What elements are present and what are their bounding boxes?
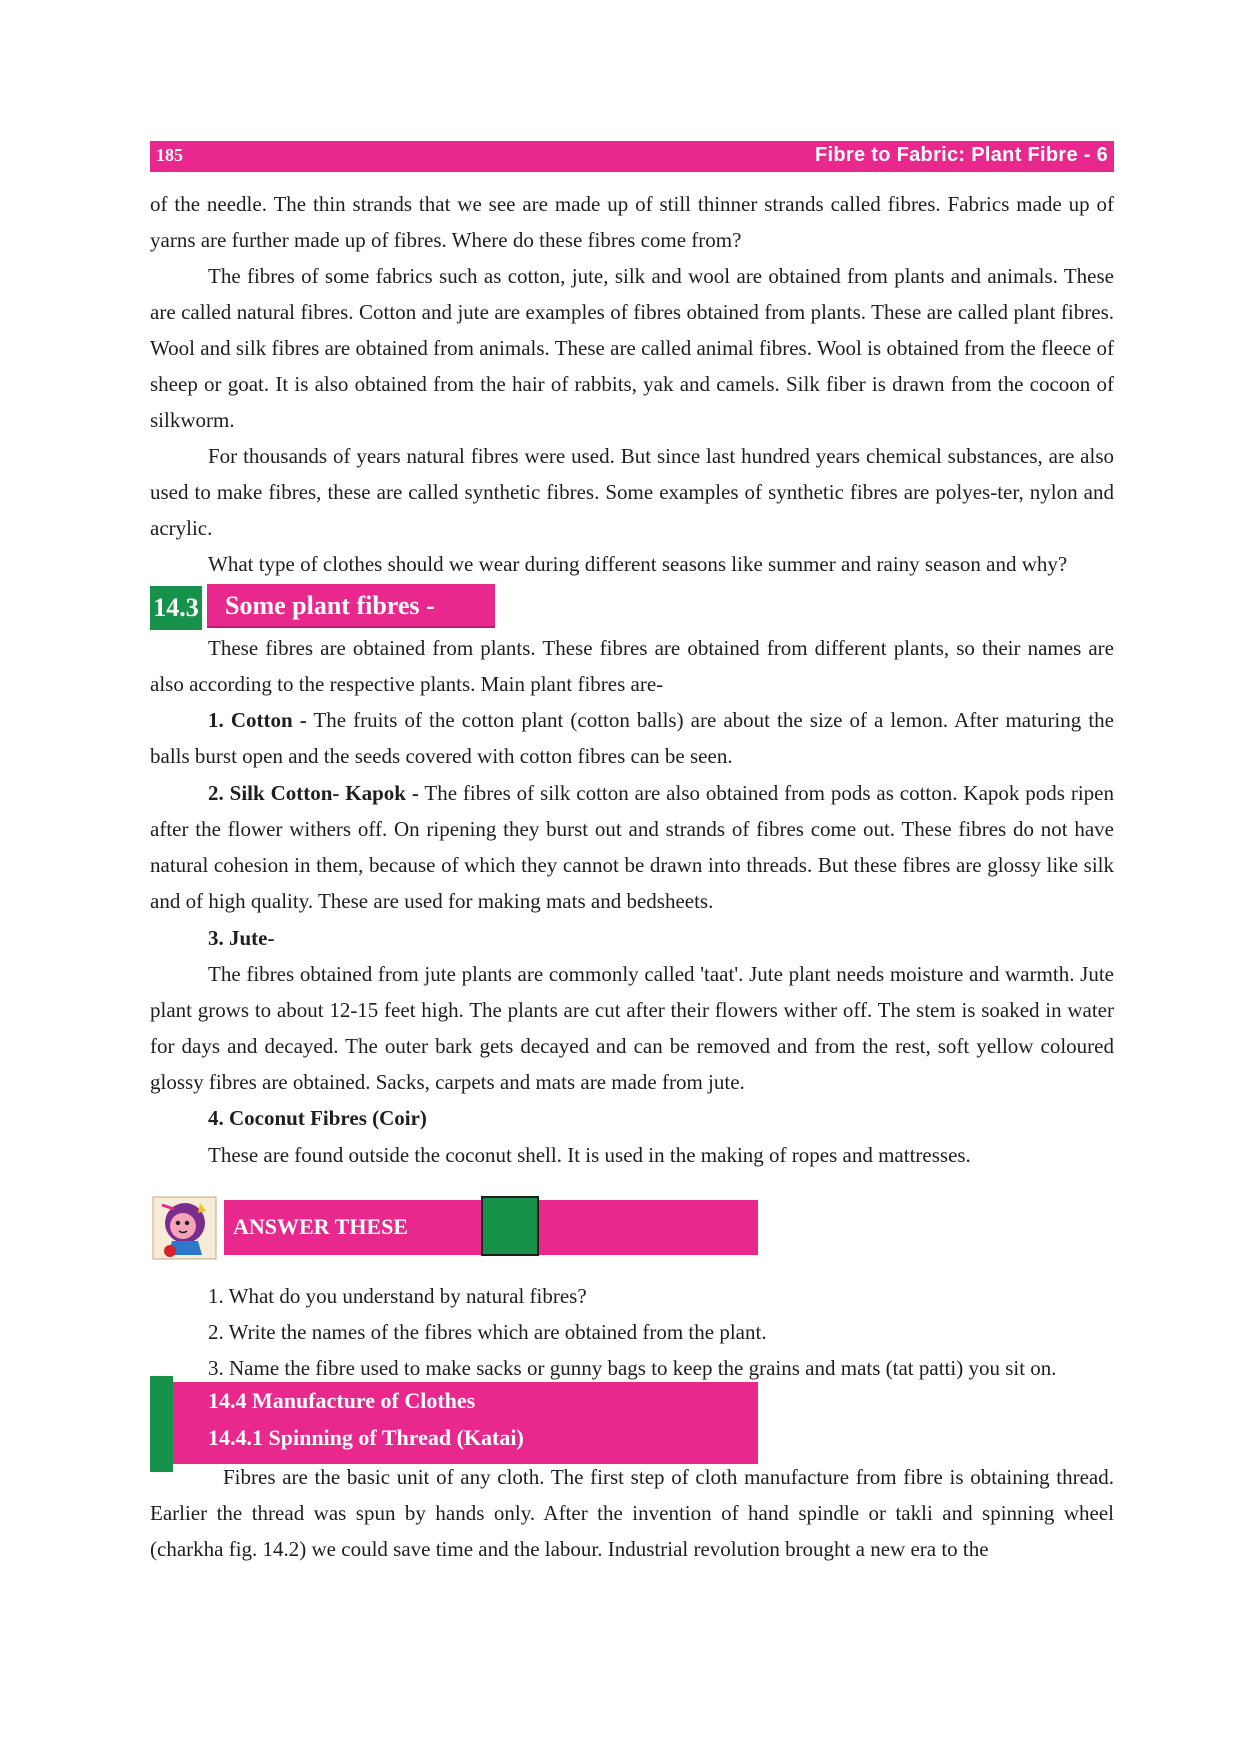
- kapok-label: 2. Silk Cotton- Kapok -: [208, 781, 419, 805]
- section-14-4-1-subtitle: 14.4.1 Spinning of Thread (Katai): [208, 1425, 524, 1450]
- kapok-text: The fibres of silk cotton are also obtained from pods as cotton. Kapok pods ripen after the flower withers off. On ripening they burst out and strands of fibres come out. These fibres do not have natural cohesion in them, because of which they cannot be drawn into threads. But these fibres are glossy like silk and of high quality. These are used for making mats and bedsheets.: [150, 781, 1114, 913]
- paragraph-spinning: Fibres are the basic unit of any cloth. The first step of cloth manufacture from fibre is obtaining thread. Earlier the thread was spun by hands only. After the invention of hand spindle or takli and spinning wheel (charkha fig. 14.2) we could save time and the labour. Industrial revolution brought a new era to the: [150, 1465, 1114, 1561]
- answer-these-marker: [481, 1196, 539, 1256]
- question-1: 1. What do you understand by natural fibres?: [208, 1284, 587, 1308]
- paragraph-jute: The fibres obtained from jute plants are commonly called 'taat'. Jute plant needs moisture and warmth. Jute plant grows to about 12-15 feet high. The plants are cut after their flowers wither off. The stem is soaked in water for days and decayed. The outer bark gets decayed and can be removed and from the rest, soft yellow coloured glossy fibres are obtained. Sacks, carpets and mats are made from jute.: [150, 962, 1114, 1094]
- jute-label: 3. Jute-: [208, 926, 275, 950]
- section-number-badge: 14.3: [150, 586, 202, 630]
- paragraph-kapok: [150, 775, 1114, 919]
- question-3: 3. Name the fibre used to make sacks or gunny bags to keep the grains and mats (tat patti) you sit on.: [208, 1356, 1057, 1380]
- answer-these-label: ANSWER THESE: [233, 1214, 409, 1239]
- section-heading: Some plant fibres -: [207, 584, 495, 628]
- page-number: 185: [156, 145, 183, 165]
- coir-label: 4. Coconut Fibres (Coir): [208, 1106, 427, 1130]
- paragraph-plant-fibres-intro: These fibres are obtained from plants. These fibres are obtained from different plants, so their names are also according to the respective plants. Main plant fibres are-: [150, 636, 1114, 696]
- paragraph-cotton: [150, 702, 1114, 774]
- paragraph-natural-fibres: The fibres of some fabrics such as cotton, jute, silk and wool are obtained from plants and animals. These are called natural fibres. Cotton and jute are examples of fibres obtained from plants. These are called plant fibres. Wool and silk fibres are obtained from animals. These are called animal fibres. Wool is obtained from the fleece of sheep or goat. It is also obtained from the hair of rabbits, yak and camels. Silk fiber is drawn from the cocoon of silkworm.: [150, 264, 1114, 432]
- cotton-label: 1. Cotton -: [208, 708, 307, 732]
- paragraph-fibres-intro: of the needle. The thin strands that we see are made up of still thinner strands called fibres. Fabrics made up of yarns are further made up of fibres. Where do these fibres come from?: [150, 192, 1114, 252]
- page-header: [150, 141, 1114, 172]
- section-14-4-marker: [150, 1376, 173, 1472]
- paragraph-synthetic-fibres: For thousands of years natural fibres were used. But since last hundred years chemical substances, are also used to make fibres, these are called synthetic fibres. Some examples of synthetic fibres are polyes-ter, nylon and acrylic.: [150, 444, 1114, 540]
- thinking-child-icon: [152, 1195, 218, 1261]
- paragraph-question-clothes: What type of clothes should we wear during different seasons like summer and rainy season and why?: [208, 552, 1068, 576]
- question-2: 2. Write the names of the fibres which are obtained from the plant.: [208, 1320, 767, 1344]
- cotton-text: The fruits of the cotton plant (cotton balls) are about the size of a lemon. After maturing the balls burst open and the seeds covered with cotton fibres can be seen.: [150, 708, 1114, 768]
- section-14-4-title: 14.4 Manufacture of Clothes: [208, 1388, 476, 1413]
- paragraph-coir: These are found outside the coconut shell. It is used in the making of ropes and mattresses.: [208, 1143, 971, 1167]
- chapter-title: Fibre to Fabric: Plant Fibre - 6: [815, 144, 1108, 166]
